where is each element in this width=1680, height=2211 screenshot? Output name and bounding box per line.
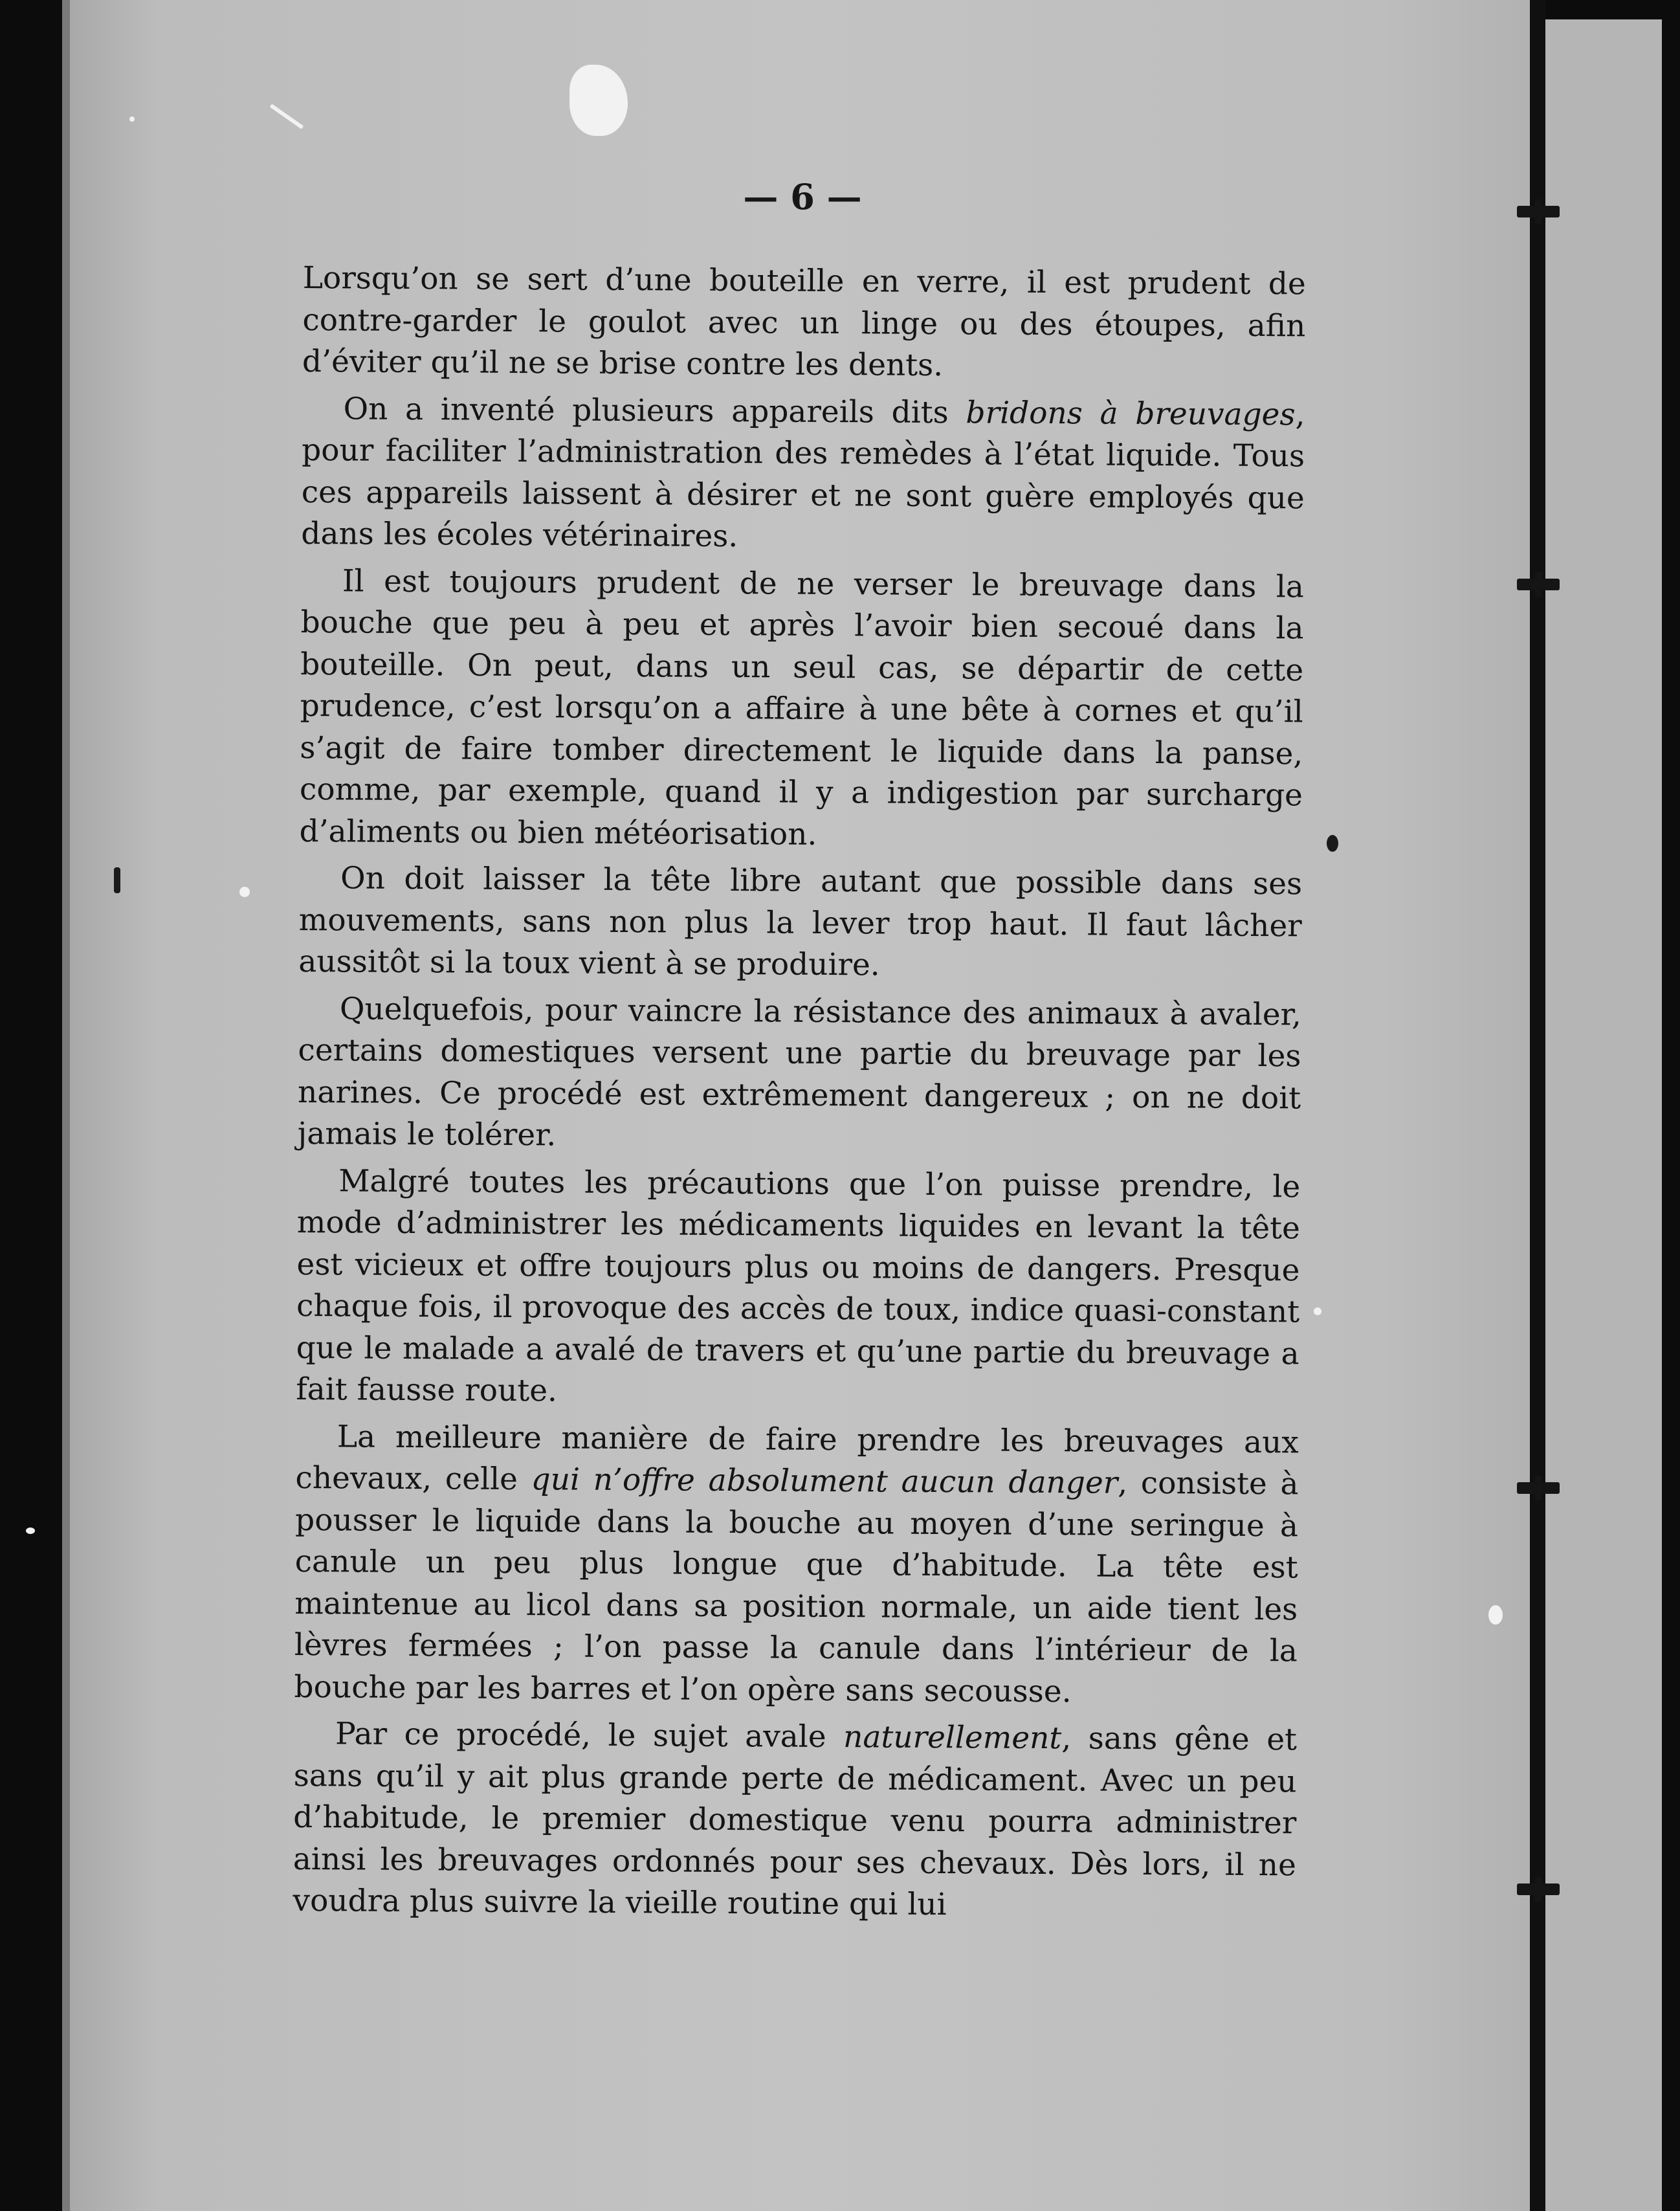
paragraph	[294, 1416, 1299, 1714]
paragraph	[302, 258, 1306, 389]
text-run: , pour faciliter l’administration des remèdes à l’état liquide. Tous ces appareils laissent à désirer et ne sont guère employés que dans les écoles vétérinaires.	[301, 396, 1305, 555]
binding-stitch	[1517, 1883, 1560, 1895]
italic-phrase: naturellement	[843, 1719, 1062, 1757]
text-run: Il est toujours prudent de ne verser le breuvage dans la bouche que peu à peu et après l’avoir bien secoué dans la bouteille. On peut, dans un seul cas, se départir de cette prudence, c’est lorsqu’on a affaire à une bête à cornes et qu’il s’agit de faire tomber directement le liquide dans la panse, comme, par exemple, quand il y a indigestion par surcharge d’aliments ou bien météorisation.	[299, 562, 1305, 852]
body-text	[293, 258, 1306, 1933]
ink-spot	[1327, 835, 1338, 852]
paragraph	[301, 388, 1305, 561]
text-run: Quelquefois, pour vaincre la résistance des animaux à avaler, certains domestiques versent une partie du breuvage par les narines. Ce procédé est extrêmement dangereux ; on ne doit jamais le tolérer.	[297, 990, 1302, 1153]
italic-phrase: bridons à breuvages	[966, 394, 1296, 432]
text-run: Malgré toutes les précautions que l’on puisse prendre, le mode d’administrer les médicaments liquides en levant la tête est vicieux et offre toujours plus ou moins de dangers. Presque chaque fois, il provoque des accès de toux, indice quasi-constant que le malade a avalé de travers et qu’une partie du breuvage a fait fausse route.	[296, 1162, 1301, 1409]
text-run: On doit laisser la tête libre autant que possible dans ses mouvements, sans non plus la lever trop haut. Il faut lâcher aussitôt si la toux vient à se produire.	[298, 860, 1303, 983]
ink-spot	[114, 867, 120, 893]
paragraph	[298, 988, 1302, 1161]
italic-phrase: qui n’offre absolument aucun danger	[531, 1461, 1118, 1501]
page-left-edge	[62, 0, 70, 2211]
text-run: La meilleure manière de faire prendre les breuvages aux chevaux, celle	[295, 1418, 1299, 1498]
paragraph	[299, 560, 1304, 858]
text-run: Lorsqu’on se sert d’une bouteille en verre, il est prudent de contre-garder le goulot avec un linge ou des étoupes, afin d’éviter qu’il ne se brise contre les dents.	[302, 260, 1306, 384]
paragraph	[293, 1713, 1297, 1928]
binding-stitch	[1517, 579, 1560, 590]
page-number: — 6 —	[743, 176, 862, 217]
text-run: On a inventé plusieurs appareils dits	[343, 390, 966, 430]
text-run: , consiste à pousser le liquide dans la bouche au moyen d’une seringue à canule un peu plus longue que d’habitude. La tête est maintenue au licol dans sa position normale, un aide tient les lèvres fermées ; l’on passe la canule dans l’intérieur de la bouche par les barres et l’on opère sans secousse.	[294, 1465, 1299, 1709]
facing-page-margin	[1545, 19, 1662, 2211]
paragraph	[296, 1160, 1300, 1416]
text-run: Par ce procédé, le sujet avale	[335, 1716, 844, 1755]
text-run: , sans gêne et sans qu’il y ait plus grande perte de médicament. Avec un peu d’habitude, le premier domestique venu pourra administrer ainsi les breuvages ordonnés pour ses chevaux. Dès lors, il ne voudra plus suivre la vieille routine qui lui	[293, 1720, 1298, 1923]
paragraph	[298, 858, 1302, 989]
binding-stitch	[1517, 1482, 1560, 1494]
